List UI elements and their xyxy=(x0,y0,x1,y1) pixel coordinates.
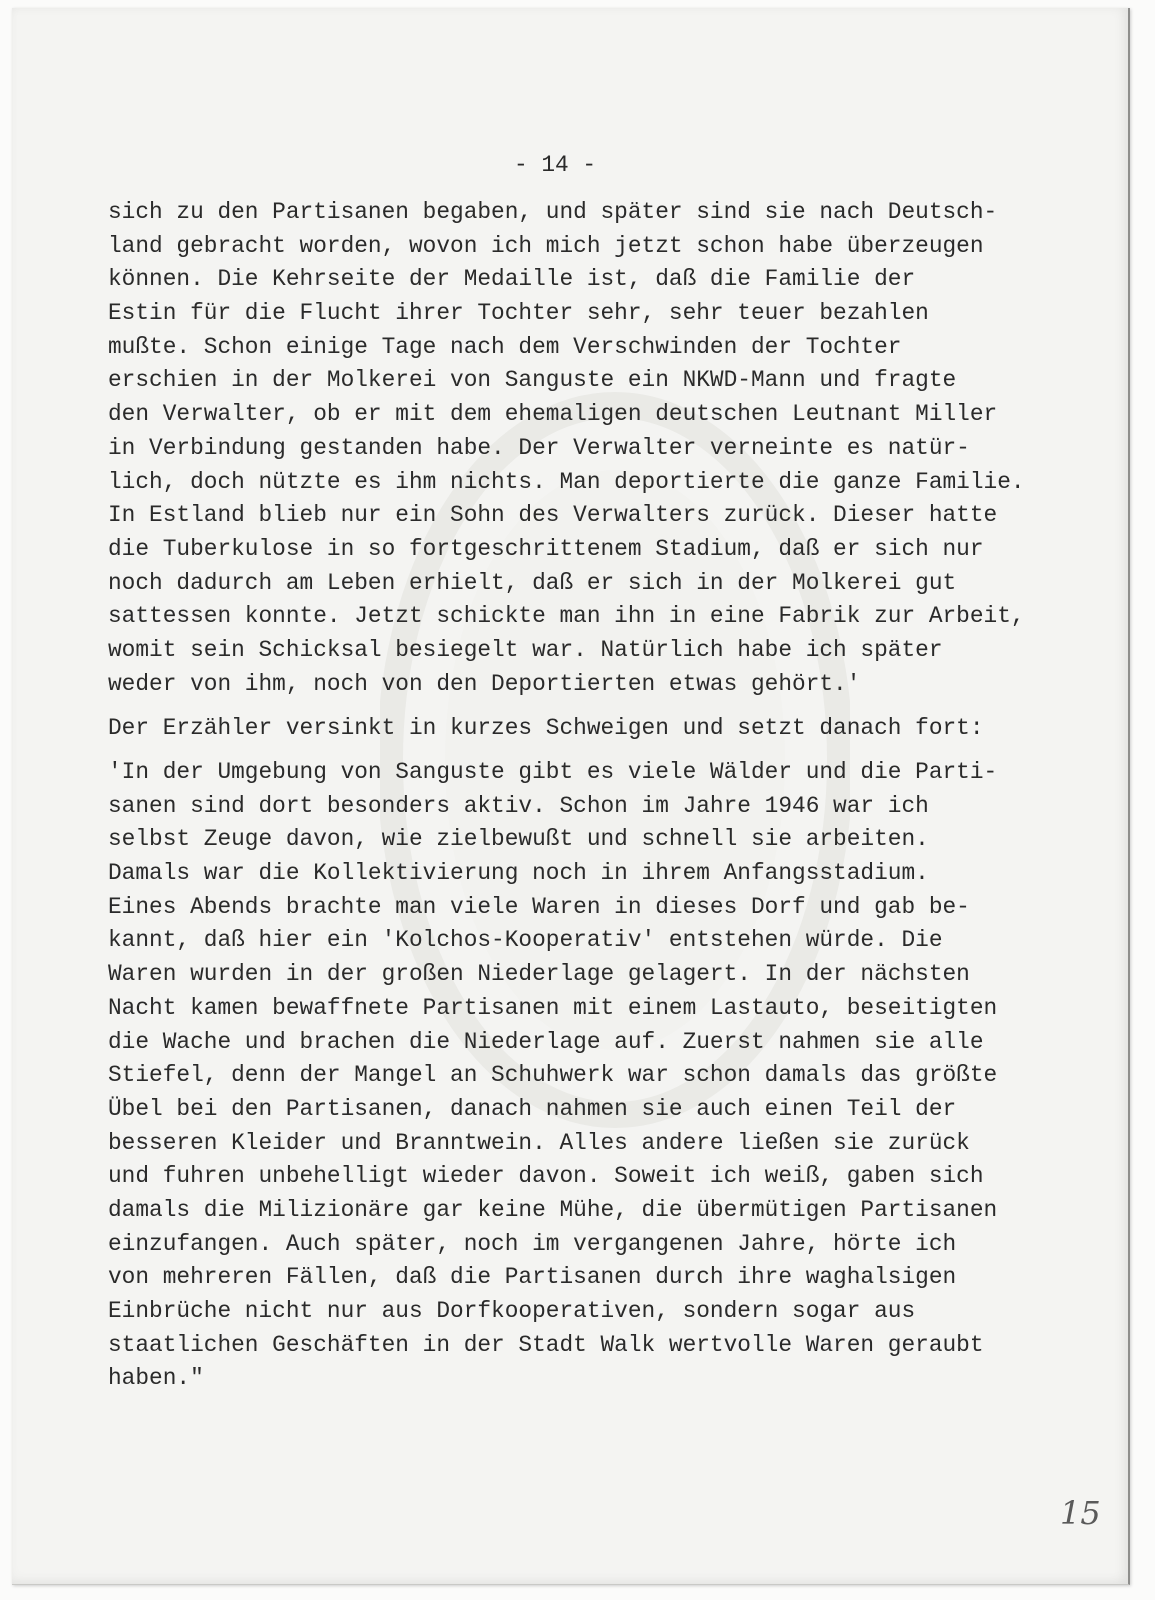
text-line: sattessen konnte. Jetzt schickte man ihn in eine Fabrik zur Arbeit, xyxy=(108,603,1025,630)
paragraph-partisans-account xyxy=(108,756,997,1396)
text-line: kannt, daß hier ein 'Kolchos-Kooperativ' entstehen würde. Die xyxy=(108,927,943,954)
text-line: mußte. Schon einige Tage nach dem Verschwinden der Tochter xyxy=(108,333,902,360)
text-line: damals die Milizionäre gar keine Mühe, die übermütigen Partisanen xyxy=(108,1196,998,1223)
text-line: 'In der Umgebung von Sanguste gibt es viele Wälder und die Parti- xyxy=(108,759,998,785)
text-line: weder von ihm, noch von den Deportierten etwas gehört.' xyxy=(108,670,861,697)
text-line: Übel bei den Partisanen, danach nahmen sie auch einen Teil der xyxy=(108,1095,957,1122)
text-line: Der Erzähler versinkt in kurzes Schweigen und setzt danach fort: xyxy=(108,715,984,741)
text-line: Einbrüche nicht nur aus Dorfkooperativen, sondern sogar aus xyxy=(108,1298,916,1324)
text-line: von mehreren Fällen, daß die Partisanen durch ihre waghalsigen xyxy=(108,1264,957,1291)
text-line: Estin für die Flucht ihrer Tochter sehr, sehr teuer bezahlen xyxy=(108,300,929,327)
handwritten-page-number: 15 xyxy=(1060,1494,1101,1532)
text-line: Eines Abends brachte man viele Waren in dieses Dorf und gab be- xyxy=(108,893,970,920)
text-line: noch dadurch am Leben erhielt, daß er sich in der Molkerei gut xyxy=(108,569,957,596)
text-line: Nacht kamen bewaffnete Partisanen mit einem Lastauto, beseitigten xyxy=(108,994,998,1021)
text-line: die Wache und brachen die Niederlage auf. Zuerst nahmen sie alle xyxy=(108,1028,984,1055)
text-line: besseren Kleider und Branntwein. Alles andere ließen sie zurück xyxy=(108,1129,970,1156)
text-line: staatlichen Geschäften in der Stadt Walk wertvolle Waren geraubt xyxy=(108,1331,984,1358)
text-line: land gebracht worden, wovon ich mich jetzt schon habe überzeugen xyxy=(108,232,984,259)
page-number: - 14 - xyxy=(514,152,597,178)
paragraph-narrator-note xyxy=(108,712,984,746)
text-line: den Verwalter, ob er mit dem ehemaligen deutschen Leutnant Miller xyxy=(108,401,998,428)
text-line: Waren wurden in der großen Niederlage gelagert. In der nächsten xyxy=(108,961,970,988)
text-line: Stiefel, denn der Mangel an Schuhwerk war schon damals das größte xyxy=(108,1062,998,1089)
text-line: haben." xyxy=(108,1365,204,1392)
text-line: sanen sind dort besonders aktiv. Schon im Jahre 1946 war ich xyxy=(108,792,929,819)
text-line: einzufangen. Auch später, noch im vergangenen Jahre, hörte ich xyxy=(108,1230,957,1257)
text-line: die Tuberkulose in so fortgeschrittenem Stadium, daß er sich nur xyxy=(108,535,984,562)
text-line: sich zu den Partisanen begaben, und später sind sie nach Deutsch- xyxy=(108,199,998,225)
text-line: erschien in der Molkerei von Sanguste ein NKWD-Mann und fragte xyxy=(108,367,957,394)
text-line: und fuhren unbehelligt wieder davon. Soweit ich weiß, gaben sich xyxy=(108,1163,984,1190)
paragraph-continuation xyxy=(108,196,1025,701)
text-line: Damals war die Kollektivierung noch in ihrem Anfangsstadium. xyxy=(108,860,929,887)
text-line: In Estland blieb nur ein Sohn des Verwalters zurück. Dieser hatte xyxy=(108,502,998,529)
text-line: womit sein Schicksal besiegelt war. Natürlich habe ich später xyxy=(108,636,943,663)
text-line: können. Die Kehrseite der Medaille ist, daß die Familie der xyxy=(108,266,916,293)
text-line: in Verbindung gestanden habe. Der Verwalter verneinte es natür- xyxy=(108,434,970,461)
text-line: selbst Zeuge davon, wie zielbewußt und schnell sie arbeiten. xyxy=(108,826,929,853)
text-line: lich, doch nützte es ihm nichts. Man deportierte die ganze Familie. xyxy=(108,468,1025,495)
